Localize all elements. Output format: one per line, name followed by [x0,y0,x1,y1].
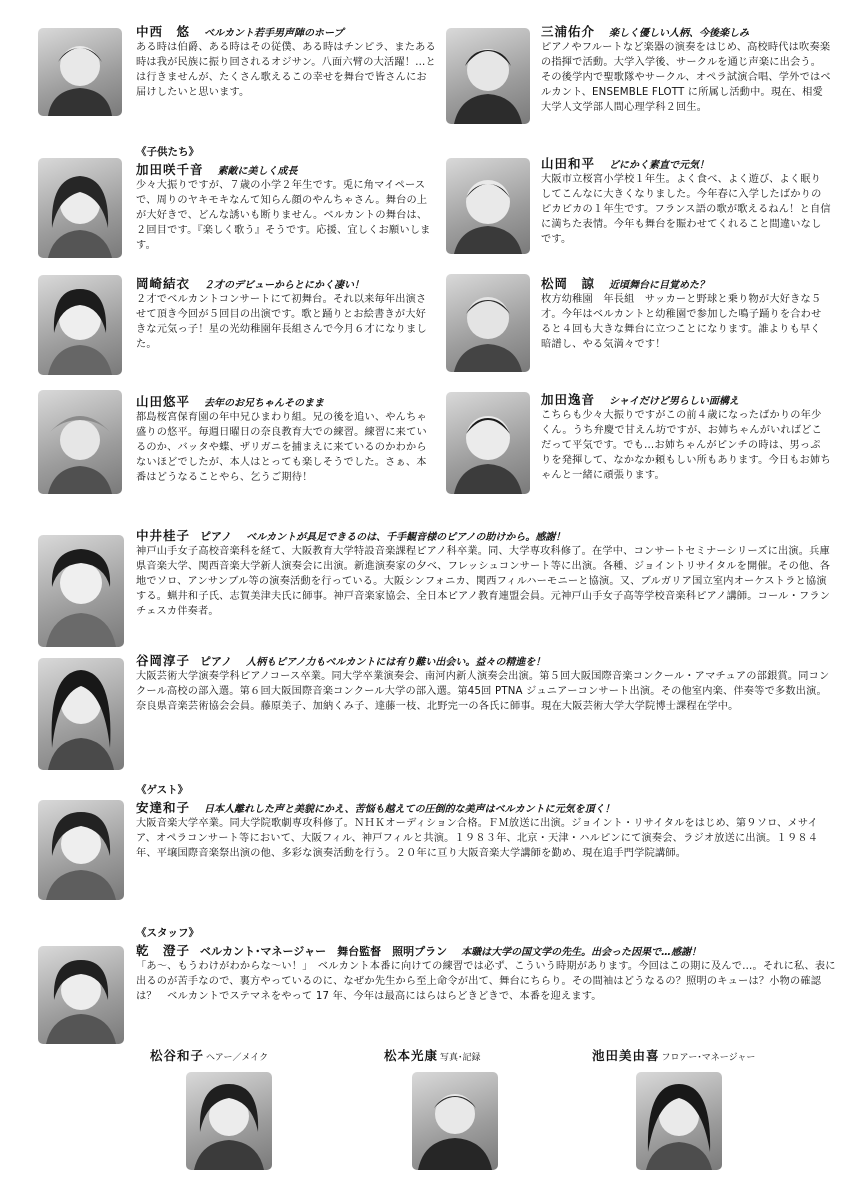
photo-nakai [38,535,124,647]
profile-tagline: ベルカント若手男声陣のホープ [204,28,344,39]
profile-name: 松岡 諒 [541,276,596,291]
photo-okazaki [38,275,122,375]
profile-name: 山田悠平 [136,394,191,409]
profile-tagline: ベルカントが具足できるのは、千手観音様のピアノの助けから。感謝！ [246,532,566,543]
profile-tagline: 素敵に美しく成長 [217,166,298,177]
credit-name: 松谷和子 [150,1048,205,1063]
portrait-icon [636,1072,722,1170]
portrait-icon [446,392,530,494]
profile-name: 岡崎結衣 [136,276,191,291]
portrait-icon [38,800,124,900]
portrait-icon [446,28,530,124]
portrait-icon [412,1072,498,1170]
credit-name: 松本光康 [384,1048,439,1063]
profile-role: ピアノ [200,530,233,543]
profile-body: 少々大振りですが、７歳の小学２年生です。兎に角マイペースで、周りのヤキモキなんて知らん顔のやんちゃさん。舞台の上が大好きで、どんな誘いも断りません。ベルカントの舞台は、２回目です。『楽しく歌う』そうです。応援、宜しくお願いします。 [136,180,431,251]
profile-name: 三浦佑介 [541,24,596,39]
profile-name: 乾 澄子 [136,943,191,958]
portrait-icon [38,275,122,375]
profile-name: 山田和平 [541,156,596,171]
credit-role: ヘアー／メイク [206,1053,269,1063]
credit-role: 写真･記録 [440,1053,481,1063]
profile-body: 神戸山手女子高校音楽科を経て、大阪教育大学特設音楽課程ピアノ科卒業。同、大学専攻科修了。在学中、コンサートセミナーシリーズに出演。兵庫県音楽大学、関西音楽大学新人演奏会に出演。新進演奏家の夕べ、フレッシュコンサート等に出演。各種、ジョイントリサイタルを開催。その他、各地でソロ、アンサンブル等の演奏活動を行っている。大阪シンフォニカ、関西フィルハーモニーと協演。又、ブルガリア国立室内オーケストラと協演する。蝋井和子氏、志賀美津夫氏に師事。神戸音楽家協会、全日本ピアノ教育連盟会員。元神戸山手女子高等学校音楽科ピアノ講師。コール・フランチェスカ伴奏者。 [136,546,831,617]
profile-name: 加田咲千音 [136,162,204,177]
profile-name: 中西 悠 [136,24,191,39]
profile-role: ベルカント･マネージャー 舞台監督 照明プラン [200,945,448,958]
portrait-icon [38,390,122,494]
profile-tagline: ２才のデビューからとにかく凄い！ [204,280,365,291]
credit-ikeda [592,1046,755,1064]
portrait-icon [446,274,530,372]
portrait-icon [38,158,122,258]
profile-body: 大阪芸術大学演奏学科ピアノコース卒業。同大学卒業演奏会、南河内新人演奏会出演。第５回大阪国際音楽コンクール・アマチュアの部銀賞。同コンクール高校の部入選。第６回大阪国際音楽コンクール大学の部入選。第45回 PTNA ジュニアーコンサート出演。その他室内楽、伴奏等で多数出演。奈良県音楽芸術協会会員。藤原美子、加納くみ子、達藤一枝、北野完一の各氏に師事。現在大阪芸術大学大学院博士課程在学中。 [136,671,830,712]
photo-ikeda [636,1072,722,1170]
photo-yamada-yuhei [38,390,122,494]
profile-tagline: シャイだけど男らしい面構え [609,396,739,407]
portrait-icon [38,658,124,770]
credit-role: フロアー･マネージャー [661,1053,756,1063]
profile-tagline: どにかく素直で元気！ [609,160,710,171]
profile-body: 枚方幼稚園 年長組 サッカーと野球と乗り物が大好きな５才。今年はベルカントと幼稚園で参加した鳴子踊りを合わせると４回も大きな舞台に立つことになります。誰よりも早く暗譜し、やる気満々です！ [541,294,822,350]
profile-tagline: 去年のお兄ちゃんそのまま [204,398,325,409]
profile-body: 大阪市立桜宮小学校１年生。よく食べ、よく遊び、よく眠りしてこんなに大きくなりました。今年春に入学したばかりのピカピカの１年生です。フランス語の歌が歌えるねん！と自信に満ちた表情。今年も舞台を賑わせてくれること間違いなしです。 [541,174,831,245]
portrait-icon [446,158,530,254]
photo-yamada-kazuhei [446,158,530,254]
portrait-icon [186,1072,272,1170]
photo-kada-itsune [446,392,530,494]
photo-nakanishi [38,28,122,116]
profile-tagline: 人柄もピアノ力もベルカントには有り難い出会い。益々の精進を！ [246,657,546,668]
credit-matsutani [150,1046,268,1064]
portrait-icon [38,28,122,116]
profile-body: 大阪音楽大学卒業。同大学院歌劇専攻科修了。ＮＨＫオーディション合格。ＦＭ放送に出演。ジョイント・リサイタルをはじめ、第９ソロ、メサイア、オペラコンサート等において、大阪フィル、神戸フィルと共演。１９８３年、北京・天津・ハルピンにて演奏会、ラジオ放送に出演。１９８４年、平壌国際音楽祭出演の他、多彩な演奏活動を行う。２０年に亘り大阪音楽大学講師を勤め、現在追手門学院講師。 [136,818,819,859]
photo-matsuoka [446,274,530,372]
profile-name: 安達和子 [136,800,191,815]
credit-matsumoto [384,1046,481,1064]
profile-name: 谷岡淳子 [136,653,191,668]
profile-body: こちらも少々大振りですがこの前４歳になったばかりの年少くん。うち弁慶で甘えん坊ですが、お姉ちゃんがいればどこだって平気です。でも…お姉ちゃんがピンチの時は、男っぷりを発揮して、なかなか頼もしい所もあります。今日もお姉ちゃんと一緒に頑張ります。 [541,410,831,481]
portrait-icon [38,946,124,1044]
profile-tagline: 本職は大学の国文学の先生。出会った因果で…感謝！ [461,947,702,958]
portrait-icon [38,535,124,647]
profile-body: 都島桜宮保育園の年中兄ひまわり組。兄の後を追い、やんちゃ盛りの悠平。毎週日曜日の奈良教育大での練習。練習に来ているのか、バッタや蝶、ザリガニを捕まえに来ているのかわからないほどでしたが、本人はとっても楽しそうでした。さぁ、本番はどうなることやら、乞うご期待！ [136,412,427,483]
section-label-guest: 《ゲスト》 [136,784,189,796]
section-label-staff: 《スタッフ》 [136,927,199,939]
profile-body: 「あ～、もうわけがわからな～い！」 ベルカント本番に向けての練習では必ず、こういう時期があります。今回はこの期に及んで…。それに私、表に出るのが苦手なので、裏方やっているのに、なぜか先生から至上命令が出て、舞台にちらり。その間袖はどうなるの？照明のキューは？小物の確認は？ ベルカントでステマネをやって 17 年、今年は最高にはらはらどきどきで、本番を迎えます。 [136,961,836,1002]
profile-tagline: 近頃舞台に目覚めた？ [609,280,710,291]
profile-tagline: 楽しく優しい人柄、今後楽しみ [609,28,750,39]
profile-tagline: 日本人離れした声と美貌にかえ、苦悩も越えての圧倒的な美声はベルカントに元気を頂く！ [204,804,615,815]
photo-miura [446,28,530,124]
credit-name: 池田美由喜 [592,1048,660,1063]
profile-body: ある時は伯爵、ある時はその従僕、ある時はチンピラ、またある時は我が民族に振り回されるオジサン。八面六臂の大活躍！…とは行きませんが、たくさん歌えるこの幸せを舞台で皆さんにお届けしたいと思います。 [136,42,436,98]
profile-name: 中井桂子 [136,528,191,543]
profile-role: ピアノ [200,655,233,668]
photo-adachi [38,800,124,900]
photo-matsumoto [412,1072,498,1170]
photo-inui [38,946,124,1044]
photo-matsutani [186,1072,272,1170]
profile-name: 加田逸音 [541,392,596,407]
photo-kada-sakine [38,158,122,258]
profile-body: ピアノやフルートなど楽器の演奏をはじめ、高校時代は吹奏楽の指揮で活動。大学入学後、サークルを通じ声楽に出会う。その後学内で聖歌隊やサークル、オペラ試演合唱、学外ではベルカント、ENSEMBLE FLOTT に所属し活動中。現在、相愛大学人文学部人間心理学科２回生。 [541,42,831,113]
profile-body: ２才でベルカントコンサートにて初舞台。それ以来毎年出演させて頂き今回が５回目の出演です。歌と踊りとお絵書きが大好きな元気っ子！星の光幼稚園年長組さんで今月６才になりました。 [136,294,427,350]
photo-tanioka [38,658,124,770]
section-label-children: 《子供たち》 [136,146,199,158]
